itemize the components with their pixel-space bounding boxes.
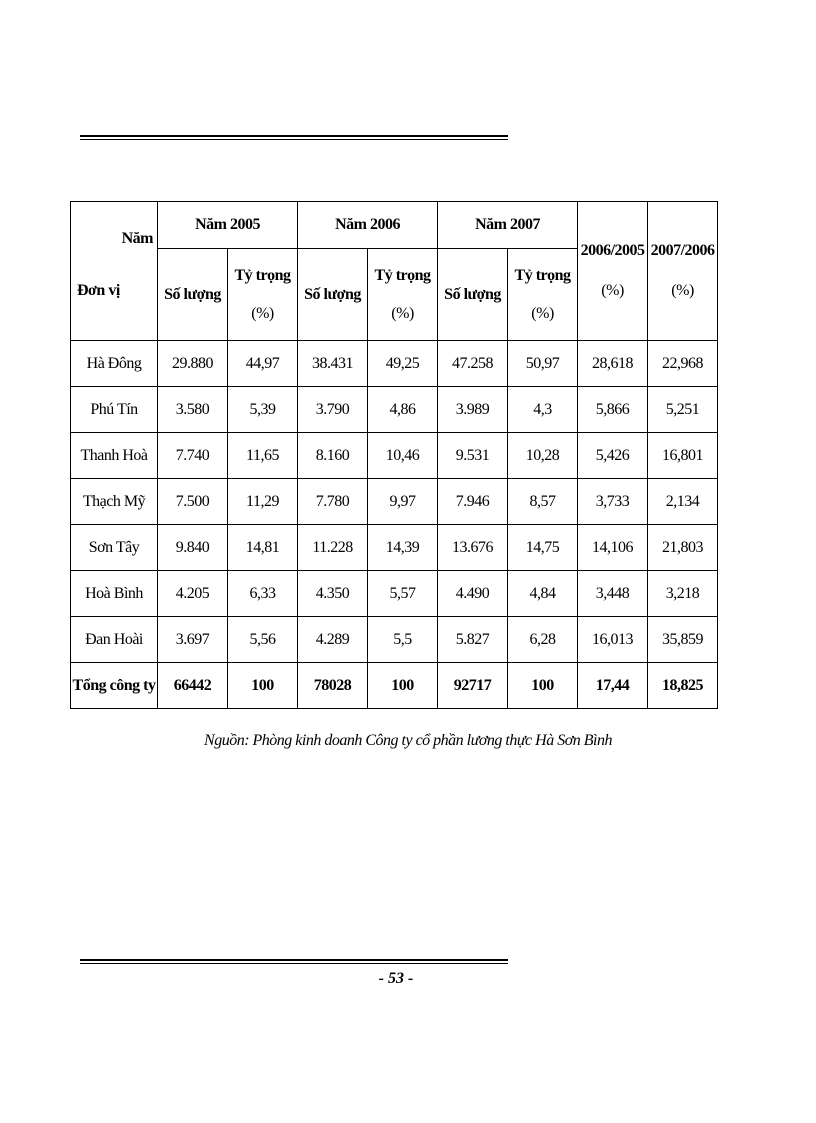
share-header: Tỷ trọng (%) <box>228 249 298 341</box>
table-cell: 22,968 <box>648 341 718 387</box>
corner-header-cell <box>71 202 158 341</box>
total-cell: 100 <box>228 663 298 709</box>
corner-year-label: Năm <box>121 230 153 247</box>
table-cell: 4.490 <box>438 571 508 617</box>
table-cell: 5,251 <box>648 387 718 433</box>
table-row <box>71 479 718 525</box>
table-cell: 5,56 <box>228 617 298 663</box>
revenue-table <box>70 201 718 709</box>
table-cell: 7.780 <box>298 479 368 525</box>
table-cell: 7.946 <box>438 479 508 525</box>
table-cell: 4.350 <box>298 571 368 617</box>
table-row <box>71 525 718 571</box>
table-cell: 5,866 <box>578 387 648 433</box>
year-header-2006: Năm 2006 <box>298 202 438 249</box>
table-cell: 7.500 <box>158 479 228 525</box>
table-cell: 9.531 <box>438 433 508 479</box>
table-cell: 4.205 <box>158 571 228 617</box>
unit-cell: Phú Tín <box>71 387 158 433</box>
table-cell: 3.580 <box>158 387 228 433</box>
quantity-header: Số lượng <box>438 249 508 341</box>
share-header: Tỷ trọng (%) <box>368 249 438 341</box>
page-number: - 53 - <box>378 970 414 987</box>
table-cell: 2,134 <box>648 479 718 525</box>
total-row <box>71 663 718 709</box>
table-cell: 14,81 <box>228 525 298 571</box>
table-cell: 9.840 <box>158 525 228 571</box>
quantity-header: Số lượng <box>298 249 368 341</box>
table-cell: 44,97 <box>228 341 298 387</box>
table-cell: 6,28 <box>508 617 578 663</box>
bottom-double-rule <box>80 959 508 964</box>
table-cell: 4.289 <box>298 617 368 663</box>
table-row <box>71 341 718 387</box>
table-cell: 3.989 <box>438 387 508 433</box>
table-cell: 3,218 <box>648 571 718 617</box>
unit-cell: Thạch Mỹ <box>71 479 158 525</box>
table-cell: 6,33 <box>228 571 298 617</box>
total-cell: 66442 <box>158 663 228 709</box>
table-cell: 11,65 <box>228 433 298 479</box>
source-note: Nguồn: Phòng kinh doanh Công ty cổ phần lương thực Hà Sơn Bình <box>204 732 612 749</box>
table-cell: 38.431 <box>298 341 368 387</box>
table-cell: 3.697 <box>158 617 228 663</box>
table-cell: 14,39 <box>368 525 438 571</box>
table-cell: 3.790 <box>298 387 368 433</box>
total-cell: 78028 <box>298 663 368 709</box>
year-header-2005: Năm 2005 <box>158 202 298 249</box>
unit-cell: Đan Hoài <box>71 617 158 663</box>
ratio-header-2007-2006: 2007/2006 (%) <box>648 202 718 341</box>
table-cell: 14,106 <box>578 525 648 571</box>
table-row <box>71 433 718 479</box>
table-cell: 5,5 <box>368 617 438 663</box>
table-cell: 4,86 <box>368 387 438 433</box>
total-cell: 17,44 <box>578 663 648 709</box>
total-cell: 92717 <box>438 663 508 709</box>
table-cell: 47.258 <box>438 341 508 387</box>
table-row <box>71 387 718 433</box>
table-cell: 4,84 <box>508 571 578 617</box>
year-header-2007: Năm 2007 <box>438 202 578 249</box>
table-cell: 3,733 <box>578 479 648 525</box>
table-cell: 13.676 <box>438 525 508 571</box>
table-cell: 50,97 <box>508 341 578 387</box>
table-cell: 5,426 <box>578 433 648 479</box>
table-cell: 29.880 <box>158 341 228 387</box>
table-cell: 10,28 <box>508 433 578 479</box>
table-cell: 7.740 <box>158 433 228 479</box>
table-cell: 16,013 <box>578 617 648 663</box>
table-cell: 5,39 <box>228 387 298 433</box>
table-cell: 10,46 <box>368 433 438 479</box>
top-double-rule <box>80 135 508 140</box>
share-header: Tỷ trọng (%) <box>508 249 578 341</box>
total-cell: 18,825 <box>648 663 718 709</box>
unit-cell: Hoà Bình <box>71 571 158 617</box>
table-cell: 35,859 <box>648 617 718 663</box>
total-cell: 100 <box>368 663 438 709</box>
table-cell: 49,25 <box>368 341 438 387</box>
table-cell: 16,801 <box>648 433 718 479</box>
corner-unit-label: Đơn vị <box>77 282 120 299</box>
table-cell: 28,618 <box>578 341 648 387</box>
table-row <box>71 617 718 663</box>
unit-cell: Sơn Tây <box>71 525 158 571</box>
total-label-cell: Tổng công ty <box>71 663 158 709</box>
table-cell: 5,57 <box>368 571 438 617</box>
quantity-header: Số lượng <box>158 249 228 341</box>
table-cell: 14,75 <box>508 525 578 571</box>
total-cell: 100 <box>508 663 578 709</box>
table-cell: 9,97 <box>368 479 438 525</box>
table-cell: 21,803 <box>648 525 718 571</box>
table-cell: 8,57 <box>508 479 578 525</box>
table-cell: 4,3 <box>508 387 578 433</box>
table-cell: 11,29 <box>228 479 298 525</box>
table-cell: 3,448 <box>578 571 648 617</box>
unit-cell: Hà Đông <box>71 341 158 387</box>
ratio-header-2006-2005: 2006/2005 (%) <box>578 202 648 341</box>
table-row <box>71 571 718 617</box>
table-cell: 5.827 <box>438 617 508 663</box>
table-cell: 11.228 <box>298 525 368 571</box>
table-cell: 8.160 <box>298 433 368 479</box>
unit-cell: Thanh Hoà <box>71 433 158 479</box>
